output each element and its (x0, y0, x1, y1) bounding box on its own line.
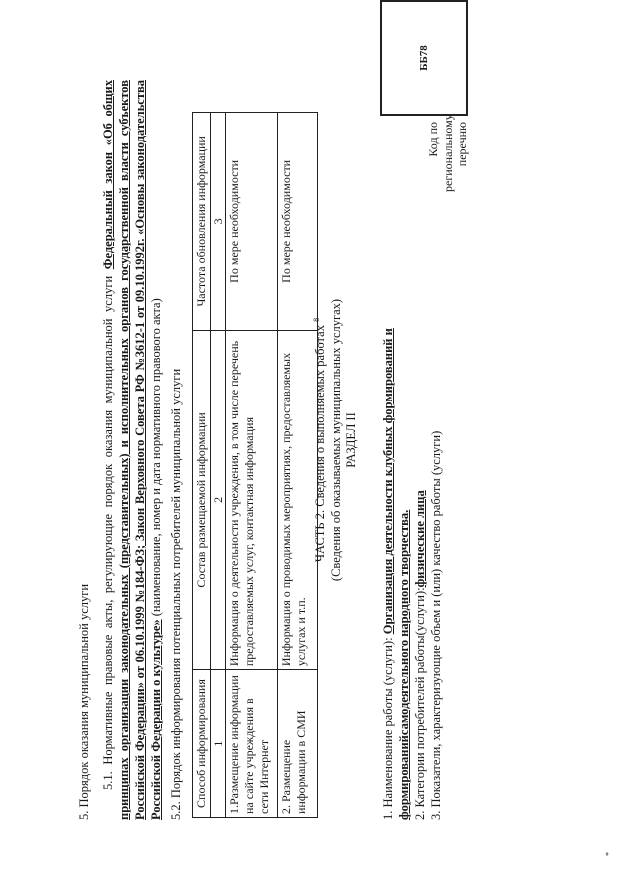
table-header-cell: Состав размещаемой информации (193, 330, 211, 669)
work-item-2-value: физические лица (413, 490, 427, 588)
table-cell: 2. Размещение информации в СМИ (278, 670, 318, 818)
section-5-2-heading: 5.2. Порядок информирования потенциальных потребителей муниципальной услуги (169, 368, 183, 820)
regional-code-box (380, 0, 468, 116)
legal-acts-paragraph (100, 80, 164, 820)
table-number-cell: 2 (210, 330, 226, 669)
regional-code-value: ББ78 (417, 45, 430, 71)
regional-code-label: Код по региональному перечню (426, 114, 470, 192)
table-cell: 1.Размещение информации на сайте учреждения в сети Интернет (226, 670, 278, 818)
table-number-cell: 3 (210, 113, 226, 331)
part-2-heading-block (312, 0, 360, 880)
informing-table (192, 112, 318, 818)
table-cell: По мере необходимости (226, 113, 278, 331)
work-item-2 (412, 200, 428, 820)
legal-acts-list: Федеральный закон «Об общих принципах организации законодательных (представительных) и исполнительных органов государственной власти субъектов Российской Федерации» от 06.10.1999 №184-ФЗ; Закон Верховного Совета РФ №3612-1 от 09.10.1992г. «Основы законодательства Российской Федерации о культуре» (101, 80, 163, 820)
paragraph-5-1-intro: 5.1. Нормативные правовые акты, регулирующие порядок оказания муниципальной услуги (101, 275, 115, 790)
legal-acts-caption: (наименование, номер и дата нормативного правового акта) (149, 298, 163, 620)
paragraph-5-1 (100, 80, 164, 820)
section-2-title: РАЗДЕЛ II (344, 412, 359, 468)
part-2-title (312, 0, 329, 880)
work-items-list (380, 200, 444, 820)
table-header-row (193, 113, 211, 818)
footnote-mark: 8 (312, 317, 321, 322)
margin-mark: * (604, 852, 613, 856)
table-row (226, 113, 278, 818)
work-item-2-label: 2. Категории потребителей работы(услуги): (413, 587, 427, 820)
work-item-1-label: 1. Наименование работы (услуги): (381, 634, 395, 820)
table-cell: Информация о проводимых мероприятиях, предоставляемых услугах и т.п. (278, 330, 318, 669)
work-item-3: 3. Показатели, характеризующие объем и (или) качество работы (услуги) (429, 430, 443, 820)
table-cell: По мере необходимости (278, 113, 318, 331)
part-2-subtitle: (Сведения об оказываемых муниципальных услугах) (328, 298, 343, 582)
table-number-cell: 1 (210, 670, 226, 818)
table-cell: Информация о деятельности учреждения, в том числе перечень предоставляемых услуг, контактная информация (226, 330, 278, 669)
table-number-row (210, 113, 226, 818)
part-2-title-text: ЧАСТЬ 2. Сведения о выполняемых работах (313, 325, 328, 563)
section-5-heading: 5. Порядок оказания муниципальной услуги (77, 583, 91, 820)
table-header-cell: Частота обновления информации (193, 113, 211, 331)
work-item-1-value: Организация деятельности клубных формирований и формированийсамодеятельного народного творчества. (381, 328, 411, 820)
work-item-1 (380, 200, 412, 820)
table-header-cell: Способ информирования (193, 670, 211, 818)
